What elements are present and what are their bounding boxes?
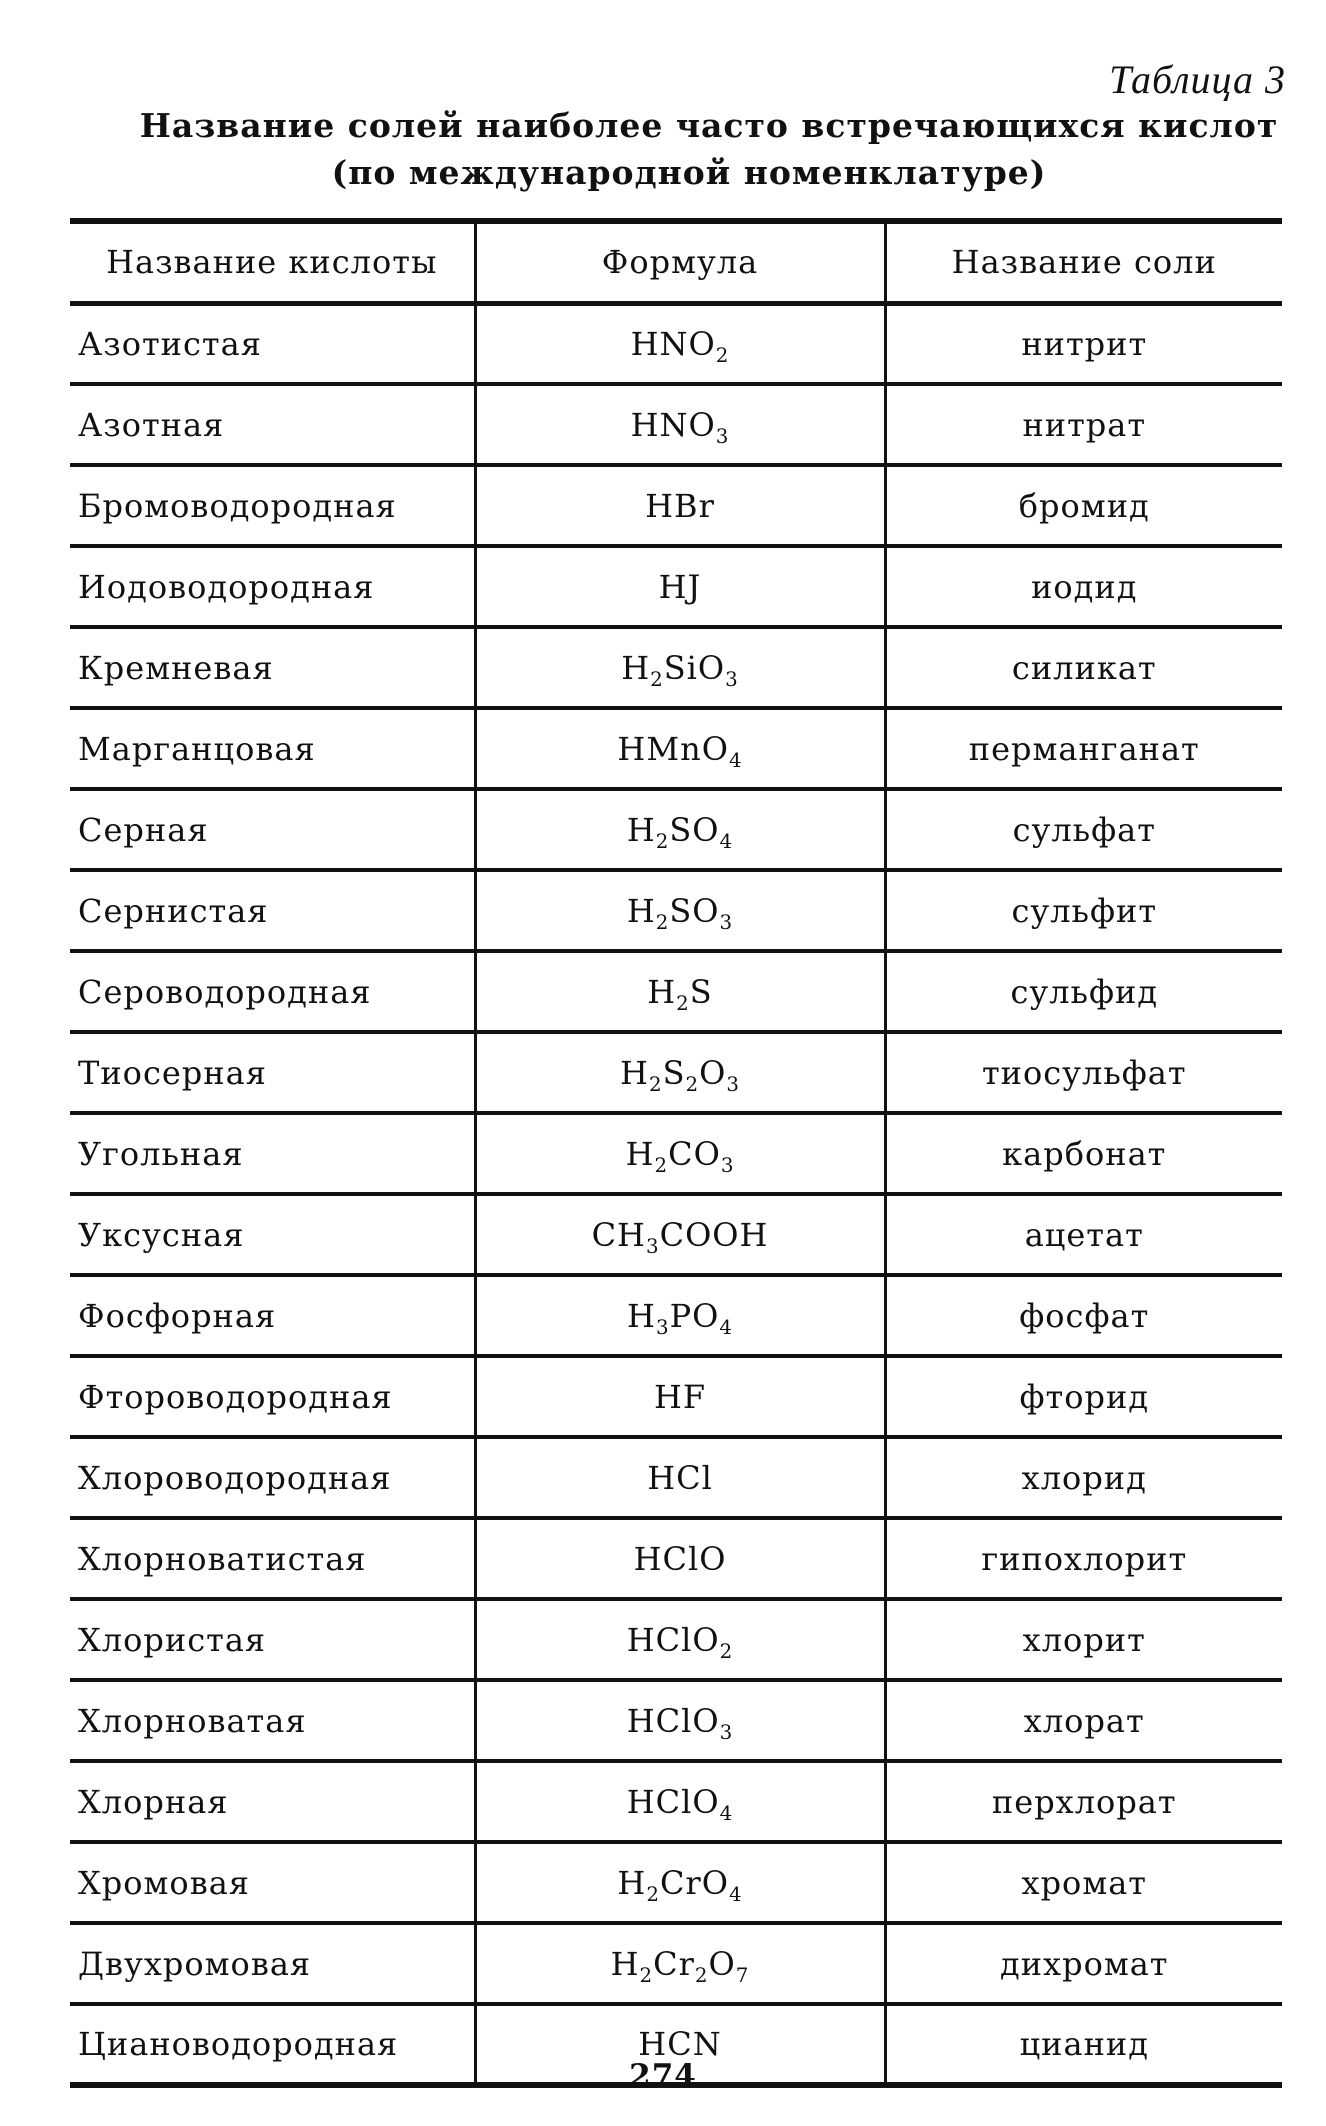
table-header-row — [70, 221, 1282, 303]
formula-subscript: 3 — [726, 1072, 740, 1096]
acid-name-cell: Азотистая — [70, 303, 475, 384]
formula-subscript: 4 — [728, 748, 743, 772]
formula-cell — [475, 1194, 885, 1275]
salt-name-cell: нитрат — [885, 384, 1282, 465]
header-acid-name: Название кислоты — [70, 221, 475, 303]
formula-text: HMnO — [617, 729, 729, 768]
table-row — [70, 1842, 1282, 1923]
formula-subscript: 2 — [715, 343, 730, 367]
table-title-line2: (по международной номенклатуре) — [331, 153, 1047, 192]
acid-name-cell: Хлорноватая — [70, 1680, 475, 1761]
salt-name-cell: фосфат — [885, 1275, 1282, 1356]
formula-subscript: 4 — [719, 1315, 733, 1339]
salt-name-cell: силикат — [885, 627, 1282, 708]
table-label: Таблица 3 — [1109, 57, 1286, 102]
table-row — [70, 951, 1282, 1032]
salts-table — [70, 218, 1282, 2088]
table-row — [70, 1032, 1282, 1113]
acid-name-cell: Сернистая — [70, 870, 475, 951]
table-row — [70, 870, 1282, 951]
formula-subscript: 3 — [655, 1315, 670, 1339]
formula-text: HF — [653, 1377, 707, 1416]
salt-name-cell: иодид — [885, 546, 1282, 627]
formula-text: S — [689, 972, 713, 1011]
table-row — [70, 627, 1282, 708]
formula-text: CO — [668, 1134, 721, 1173]
formula-subscript: 2 — [685, 1072, 700, 1096]
acid-name-cell: Хлорная — [70, 1761, 475, 1842]
formula-text: H — [625, 1134, 655, 1173]
formula-subscript: 2 — [648, 1072, 663, 1096]
formula-cell — [475, 1032, 885, 1113]
formula-text: HClO — [626, 1701, 720, 1740]
formula-cell — [475, 1923, 885, 2004]
formula-text: HCN — [638, 2025, 722, 2063]
salt-name-cell: сульфит — [885, 870, 1282, 951]
table-row — [70, 1437, 1282, 1518]
formula-cell — [475, 1356, 885, 1437]
formula-cell — [475, 1113, 885, 1194]
table-row — [70, 1356, 1282, 1437]
formula-text: H — [617, 1863, 647, 1902]
formula-text: HClO — [626, 1782, 720, 1821]
acid-name-cell: Хлористая — [70, 1599, 475, 1680]
formula-subscript: 2 — [654, 1153, 669, 1177]
salt-name-cell: гипохлорит — [885, 1518, 1282, 1599]
formula-subscript: 2 — [694, 1963, 709, 1987]
formula-subscript: 4 — [719, 829, 734, 853]
table-row — [70, 1194, 1282, 1275]
formula-text: S — [662, 1053, 686, 1092]
formula-subscript: 7 — [735, 1963, 750, 1987]
formula-text: PO — [669, 1296, 720, 1335]
table-row — [70, 789, 1282, 870]
acid-name-cell: Тиосерная — [70, 1032, 475, 1113]
salt-name-cell: хлорид — [885, 1437, 1282, 1518]
salt-name-cell: хромат — [885, 1842, 1282, 1923]
table-row — [70, 546, 1282, 627]
acid-name-cell: Уксусная — [70, 1194, 475, 1275]
salt-name-cell: хлорат — [885, 1680, 1282, 1761]
formula-text: HJ — [658, 567, 702, 606]
table-row — [70, 1275, 1282, 1356]
formula-cell — [475, 1275, 885, 1356]
header-salt-name: Название соли — [885, 221, 1282, 303]
formula-text: SO — [669, 891, 720, 930]
salt-name-cell: перхлорат — [885, 1761, 1282, 1842]
table-row — [70, 1923, 1282, 2004]
acid-name-cell: Иодоводородная — [70, 546, 475, 627]
formula-cell — [475, 1599, 885, 1680]
table-row — [70, 1761, 1282, 1842]
formula-subscript: 4 — [719, 1801, 734, 1825]
acid-name-cell: Сероводородная — [70, 951, 475, 1032]
formula-text: H — [627, 1296, 656, 1335]
acid-name-cell: Циановодородная — [70, 2004, 475, 2085]
formula-cell — [475, 789, 885, 870]
acid-name-cell: Двухромовая — [70, 1923, 475, 2004]
formula-text: HBr — [645, 486, 715, 525]
salt-name-cell: хлорит — [885, 1599, 1282, 1680]
salt-name-cell: нитрит — [885, 303, 1282, 384]
formula-cell — [475, 303, 885, 384]
salt-name-cell: карбонат — [885, 1113, 1282, 1194]
salt-name-cell: бромид — [885, 465, 1282, 546]
salt-name-cell: дихромат — [885, 1923, 1282, 2004]
formula-text: O — [699, 1053, 727, 1092]
formula-cell — [475, 546, 885, 627]
table-row — [70, 384, 1282, 465]
formula-text: HClO — [633, 1539, 727, 1578]
salt-name-cell: сульфат — [885, 789, 1282, 870]
formula-text: O — [708, 1944, 736, 1983]
acid-name-cell: Угольная — [70, 1113, 475, 1194]
header-formula: Формула — [475, 221, 885, 303]
formula-subscript: 2 — [650, 667, 664, 691]
formula-text: CrO — [659, 1863, 729, 1902]
formula-subscript: 3 — [719, 1720, 734, 1744]
acid-name-cell: Хлорноватистая — [70, 1518, 475, 1599]
acid-name-cell: Хлороводородная — [70, 1437, 475, 1518]
acid-name-cell: Азотная — [70, 384, 475, 465]
formula-text: H — [647, 972, 677, 1011]
formula-text: HClO — [626, 1620, 720, 1659]
table-row — [70, 708, 1282, 789]
formula-subscript: 2 — [639, 1963, 654, 1987]
formula-text: H — [621, 648, 651, 687]
formula-subscript: 2 — [646, 1882, 660, 1906]
salt-name-cell: фторид — [885, 1356, 1282, 1437]
formula-cell — [475, 1842, 885, 1923]
acid-name-cell: Серная — [70, 789, 475, 870]
salt-name-cell: ацетат — [885, 1194, 1282, 1275]
acid-name-cell: Бромоводородная — [70, 465, 475, 546]
formula-text: H — [610, 1944, 640, 1983]
formula-cell — [475, 1518, 885, 1599]
acid-name-cell: Марганцовая — [70, 708, 475, 789]
formula-subscript: 3 — [645, 1234, 660, 1258]
page-number: 274 — [629, 2058, 697, 2094]
acid-name-cell: Кремневая — [70, 627, 475, 708]
formula-text: COOH — [659, 1215, 769, 1254]
formula-text: HNO — [630, 405, 716, 444]
formula-text: SiO — [663, 648, 726, 687]
formula-subscript: 3 — [715, 424, 730, 448]
formula-cell — [475, 951, 885, 1032]
table-row — [70, 1518, 1282, 1599]
formula-cell — [475, 708, 885, 789]
formula-subscript: 2 — [655, 910, 670, 934]
formula-cell — [475, 465, 885, 546]
table-row — [70, 1680, 1282, 1761]
formula-cell — [475, 627, 885, 708]
formula-text: CH — [591, 1215, 646, 1254]
table-row — [70, 465, 1282, 546]
salt-name-cell: тиосульфат — [885, 1032, 1282, 1113]
formula-text: HNO — [630, 324, 716, 363]
acid-name-cell: Фтороводородная — [70, 1356, 475, 1437]
table-title-line1: Название солей наиболее часто встречающихся кислот — [139, 106, 1279, 145]
formula-text: SO — [669, 810, 720, 849]
acid-name-cell: Хромовая — [70, 1842, 475, 1923]
table-body — [70, 303, 1282, 2085]
formula-text: H — [626, 891, 656, 930]
table-row — [70, 1599, 1282, 1680]
formula-cell — [475, 870, 885, 951]
formula-subscript: 3 — [725, 667, 739, 691]
formula-subscript: 4 — [728, 1882, 743, 1906]
formula-text: Cr — [653, 1944, 695, 1983]
salt-name-cell: перманганат — [885, 708, 1282, 789]
acid-name-cell: Фосфорная — [70, 1275, 475, 1356]
salt-name-cell: цианид — [885, 2004, 1282, 2085]
formula-subscript: 3 — [719, 910, 734, 934]
formula-cell — [475, 1761, 885, 1842]
formula-subscript: 2 — [676, 991, 690, 1015]
formula-subscript: 2 — [719, 1639, 734, 1663]
formula-text: H — [626, 810, 656, 849]
table-row — [70, 303, 1282, 384]
formula-subscript: 2 — [655, 829, 670, 853]
salt-name-cell: сульфид — [885, 951, 1282, 1032]
formula-text: H — [620, 1053, 649, 1092]
formula-cell — [475, 1680, 885, 1761]
formula-subscript: 3 — [720, 1153, 735, 1177]
formula-text: HCl — [647, 1458, 713, 1497]
formula-cell — [475, 1437, 885, 1518]
table-row — [70, 1113, 1282, 1194]
formula-cell — [475, 384, 885, 465]
